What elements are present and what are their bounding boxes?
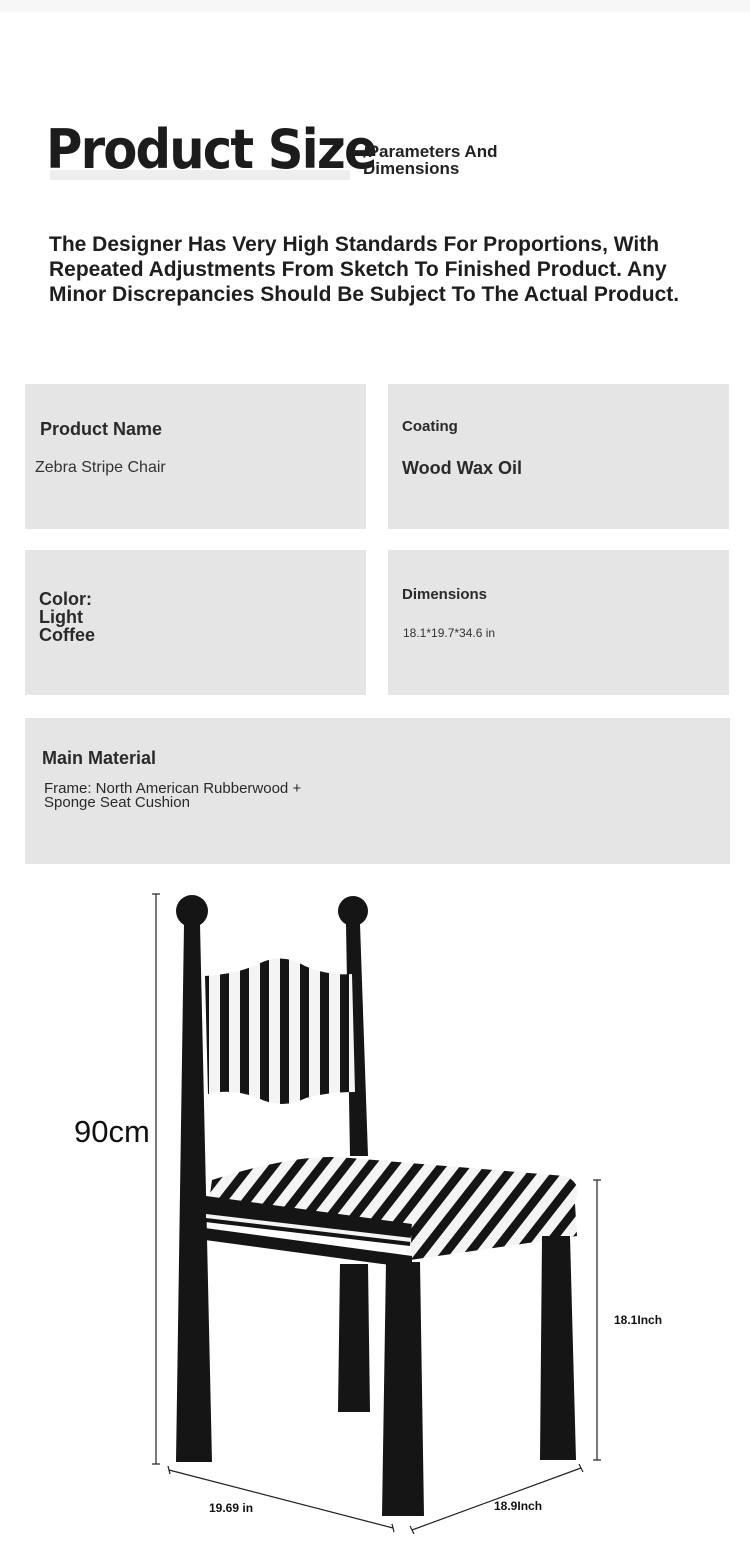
color-label: Color: Light Coffee: [39, 589, 96, 645]
dimensions-value: 18.1*19.7*34.6 in: [403, 626, 496, 640]
intro-text: The Designer Has Very High Standards For Proportions, With Repeated Adjustments From Sketch To Finished Product. Any Minor Discrepancies Should Be Subject To The Actual Product.: [49, 233, 680, 306]
top-strip: [0, 0, 750, 12]
chair: [176, 895, 578, 1516]
coating-card: [388, 384, 729, 529]
seat-height-label: 18.1Inch: [614, 1313, 663, 1327]
product-name-label: Product Name: [40, 419, 163, 439]
dimensions-card: [388, 550, 729, 695]
width-label: 19.69 in: [209, 1501, 254, 1515]
page-title: Product Size: [46, 118, 376, 181]
depth-label: 18.9Inch: [494, 1499, 543, 1513]
width-dimension-line: [168, 1466, 394, 1532]
chair-front-leg-left: [382, 1262, 424, 1516]
product-name-value: Zebra Stripe Chair: [35, 459, 166, 476]
coating-value: Wood Wax Oil: [402, 458, 522, 478]
chair-front-leg-right: [540, 1236, 576, 1460]
coating-label: Coating: [402, 418, 458, 435]
chair-dimension-diagram: [0, 864, 750, 1564]
chair-finial-left: [176, 895, 208, 927]
main-material-value: Frame: North American Rubberwood + Sponge Seat Cushion: [44, 780, 302, 811]
chair-finial-right: [338, 896, 368, 926]
chair-backrest: [205, 958, 355, 1104]
seat-height-dimension-line: [593, 1180, 601, 1460]
chair-rear-leg-left: [338, 1264, 370, 1412]
dimensions-label: Dimensions: [402, 586, 488, 603]
main-material-label: Main Material: [42, 748, 157, 768]
color-card: [25, 550, 366, 695]
product-name-card: [25, 384, 366, 529]
page-subtitle: /Parameters And Dimensions: [363, 142, 498, 178]
height-label: 90cm: [74, 1114, 150, 1149]
main-material-card: [25, 718, 730, 864]
height-dimension-line: [152, 894, 160, 1464]
